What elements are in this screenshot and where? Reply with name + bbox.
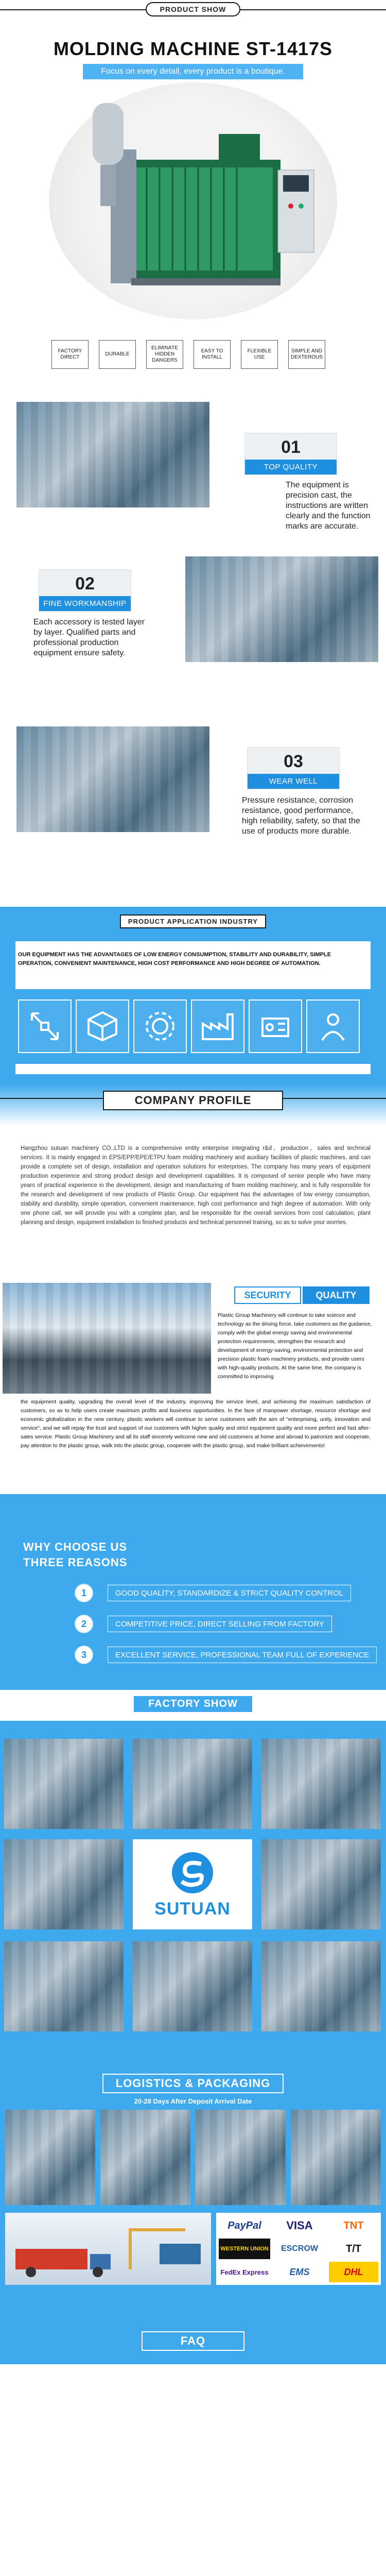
hero-section: [0, 0, 386, 319]
why-title-1: WHY CHOOSE US: [23, 1540, 128, 1553]
logistics-photo-2: [100, 2110, 190, 2205]
reason-2-text: COMPETITIVE PRICE, DIRECT SELLING FROM FACTORY: [108, 1616, 332, 1632]
app-tile-gear: [133, 999, 187, 1053]
logistics-photo-3: [196, 2110, 286, 2205]
feature-03-text: Pressure resistance, corrosion resistance, good performance, high reliability, safety, so that the use of products more durable.: [242, 796, 360, 836]
molding-machine-illustration: [49, 82, 337, 319]
security-badge: SECURITY: [234, 1286, 301, 1304]
western-union-logo: WESTERN UNION: [219, 2239, 270, 2259]
application-pill: PRODUCT APPLICATION INDUSTRY: [120, 914, 266, 928]
feature-02-number: 02: [39, 570, 131, 596]
app-tile-box: [76, 999, 129, 1053]
feature-03-number: 03: [248, 748, 339, 774]
page-subtitle: Focus on every detail, every product is a boutique.: [83, 64, 303, 79]
why-title-2: THREE REASONS: [23, 1556, 128, 1569]
feature-01-badge: [244, 433, 337, 475]
logistics-title: LOGISTICS & PACKAGING: [102, 2074, 284, 2093]
feature-02-text: Each accessory is tested layer by layer. Qualified parts and professional production equipment ensure safety.: [33, 618, 145, 657]
ems-logo: EMS: [289, 2266, 310, 2277]
logistics-section: [0, 2069, 386, 2290]
company-profile-section: [0, 1084, 386, 1494]
feature-01-number: 01: [245, 433, 337, 460]
gear-icon: [142, 1008, 178, 1044]
logistics-photo-4: [291, 2110, 381, 2205]
factory-photo-8: [261, 1941, 381, 2031]
application-text: OUR EQUIPMENT HAS THE ADVANTAGES OF LOW ENERGY CONSUMPTION, STABILITY AND DURABILITY, SIMPLE OPERATION, CONVENIENT MAINTENANCE, HIGH COST PERFORMANCE AND HIGH DEGREE OF AUTOMATION.: [18, 952, 331, 967]
company-profile-para2: Plastic Group Machinery will continue to take science and technology as the driving force, take customers as the guidance, comply with the global energy saving and environmental protection requirements, strengthen the research and development of energy-saving, environmental protection and precision plastic foam machinery products, and provide users with high-quality products. At the same time, the company is committed to improving: [218, 1312, 372, 1380]
expand-arrows-icon: [27, 1008, 63, 1044]
factory-photo-4: [4, 1839, 124, 1929]
hero-machine-image: [49, 82, 337, 319]
application-section: [0, 907, 386, 1084]
app-tile-worker: [306, 999, 360, 1053]
feature-chips-section: [0, 319, 386, 402]
sutuan-logo-text: SUTUAN: [154, 1899, 231, 1919]
factory-photo-6: [4, 1941, 124, 2031]
reason-3: [75, 1647, 377, 1663]
factory-photo-1: [4, 1739, 124, 1829]
factory-photo-3: [261, 1739, 381, 1829]
reason-3-number: 3: [75, 1646, 93, 1664]
feature-03-photo: [16, 726, 209, 832]
reason-1-number: 1: [75, 1584, 93, 1602]
why-choose-section: [0, 1494, 386, 1690]
chip-simple-and-dexterous: SIMPLE AND DEXTEROUS: [288, 340, 325, 369]
reason-1: [75, 1585, 351, 1601]
payment-logos: [216, 2213, 381, 2285]
factory-photo-2: [133, 1739, 252, 1829]
sutuan-logo-icon: [169, 1850, 216, 1896]
company-building-photo: [3, 1283, 211, 1394]
package-box-icon: [84, 1008, 120, 1044]
app-tile-arrows: [18, 999, 72, 1053]
feature-03-tag: WEAR WELL: [248, 774, 339, 789]
factory-show-section: [0, 1690, 386, 2069]
chip-flexible-use: FLEXIBLE USE: [241, 340, 278, 369]
worker-icon: [315, 1008, 351, 1044]
factory-photo-5: [261, 1839, 381, 1929]
factory-icon: [200, 1008, 236, 1044]
feature-01-text: The equipment is precision cast, the instructions are written clearly and the function marks are accurate.: [286, 481, 371, 531]
paypal-logo: PayPal: [227, 2219, 261, 2231]
fedex-logo: FedEx Express: [220, 2268, 269, 2276]
reason-1-text: GOOD QUALITY, STANDARDIZE & STRICT QUALITY CONTROL: [108, 1585, 351, 1601]
app-tile-factory: [191, 999, 244, 1053]
faq-section: [0, 2290, 386, 2364]
chip-durable: DURABLE: [99, 340, 136, 369]
feature-01-section: [0, 402, 386, 556]
sutuan-logo-tile: [133, 1839, 252, 1929]
feature-03-section: [0, 726, 386, 907]
reason-3-text: EXCELLENT SERVICE, PROFESSIONAL TEAM FULL OF EXPERIENCE: [108, 1647, 377, 1663]
feature-02-section: [0, 556, 386, 726]
feature-01-photo: [16, 402, 209, 507]
company-profile-para3: the equipment quality, upgrading the overall level of the industry, improving the service level, and achieving the maximum satisfaction of customers, so as to help users create maximum profits and business opportunities. In the face of manpower shortage, resource shortage and economic globalization in the new century, plastic workers will continue to serve customers with the aim of "enterprising, unity, innovation and service", and we will repay the trust and support of our customers with higher quality and strict equipment quality and more perfect and fast after-sales service. Plastic Group Machinery and all its staff sincerely welcome new and old customers at home and abroad to patronize and cooperate, pay attention to the plastic group, walk into the plastic group, cooperate with the plastic group, and make brilliant achievements!: [21, 1399, 371, 1449]
company-profile-pill: COMPANY PROFILE: [103, 1091, 284, 1110]
feature-02-tag: FINE WORKMANSHIP: [39, 596, 131, 611]
logistics-photo-1: [5, 2110, 95, 2205]
hero-pill-row: [0, 0, 386, 20]
application-card: [15, 935, 371, 1074]
feature-02-photo: [185, 556, 378, 662]
escrow-logo: ESCROW: [281, 2244, 318, 2253]
feature-03-badge: [247, 747, 340, 789]
logistics-subtitle: 20-28 Days After Deposit Arrival Date: [134, 2097, 252, 2105]
company-profile-para1: Hangzhou sutuan machinery CO.,LTD is a comprehensive entity enterprise integrating r&d、production、sales and technical services. It is mainly engaged in EPS/EPP/EPE/ETPU foam molding machinery and auxiliary facilities of plastic machines, and can provide a complete set of design, installation and operation solutions for enterprises. The company has many years of equipment production experience and strong product design and development capabilities. It is composed of senior people who have many years of practical experience in the development, design and manufacturing of foam molding machinery, and is fully responsible for the research and development of new products of Plastic Group. Our equipment has the advantages of low energy consumption, stability and durability, simple operation, convenient maintenance, high cost performance and high degree of automation. With only one phone call, we will provide you with a complete plan, and be responsible for the overall services from cost calculation, plant planning and design, equipment installation to finished products and technical personnel training, so as to solve your worries.: [21, 1145, 371, 1226]
chip-factory-direct: FACTORY DIRECT: [51, 340, 89, 369]
feature-02-badge: [39, 569, 131, 612]
visa-logo: VISA: [286, 2219, 313, 2232]
shipping-scene-photo: [5, 2213, 211, 2285]
machine-icon: [257, 1008, 293, 1044]
reason-2-number: 2: [75, 1615, 93, 1633]
factory-photo-7: [133, 1941, 252, 2031]
dhl-logo: DHL: [329, 2262, 378, 2282]
application-icons-strip: [15, 989, 371, 1064]
chip-easy-to-install: EASY TO INSTALL: [194, 340, 231, 369]
feature-01-tag: TOP QUALITY: [245, 460, 337, 474]
factory-show-title: FACTORY SHOW: [133, 1695, 253, 1713]
chip-eliminate-hidden-dangers: ELIMINATE HIDDEN DANGERS: [146, 340, 183, 369]
product-show-pill: PRODUCT SHOW: [146, 2, 241, 16]
tnt-logo: TNT: [343, 2219, 364, 2231]
reason-2: [75, 1616, 332, 1632]
quality-badge: QUALITY: [303, 1286, 370, 1304]
tt-logo: T/T: [346, 2243, 361, 2255]
page-title: MOLDING MACHINE ST-1417S: [53, 38, 333, 59]
app-tile-machine: [249, 999, 302, 1053]
faq-title: FAQ: [142, 2331, 244, 2351]
shipping-illustration: [5, 2213, 211, 2285]
